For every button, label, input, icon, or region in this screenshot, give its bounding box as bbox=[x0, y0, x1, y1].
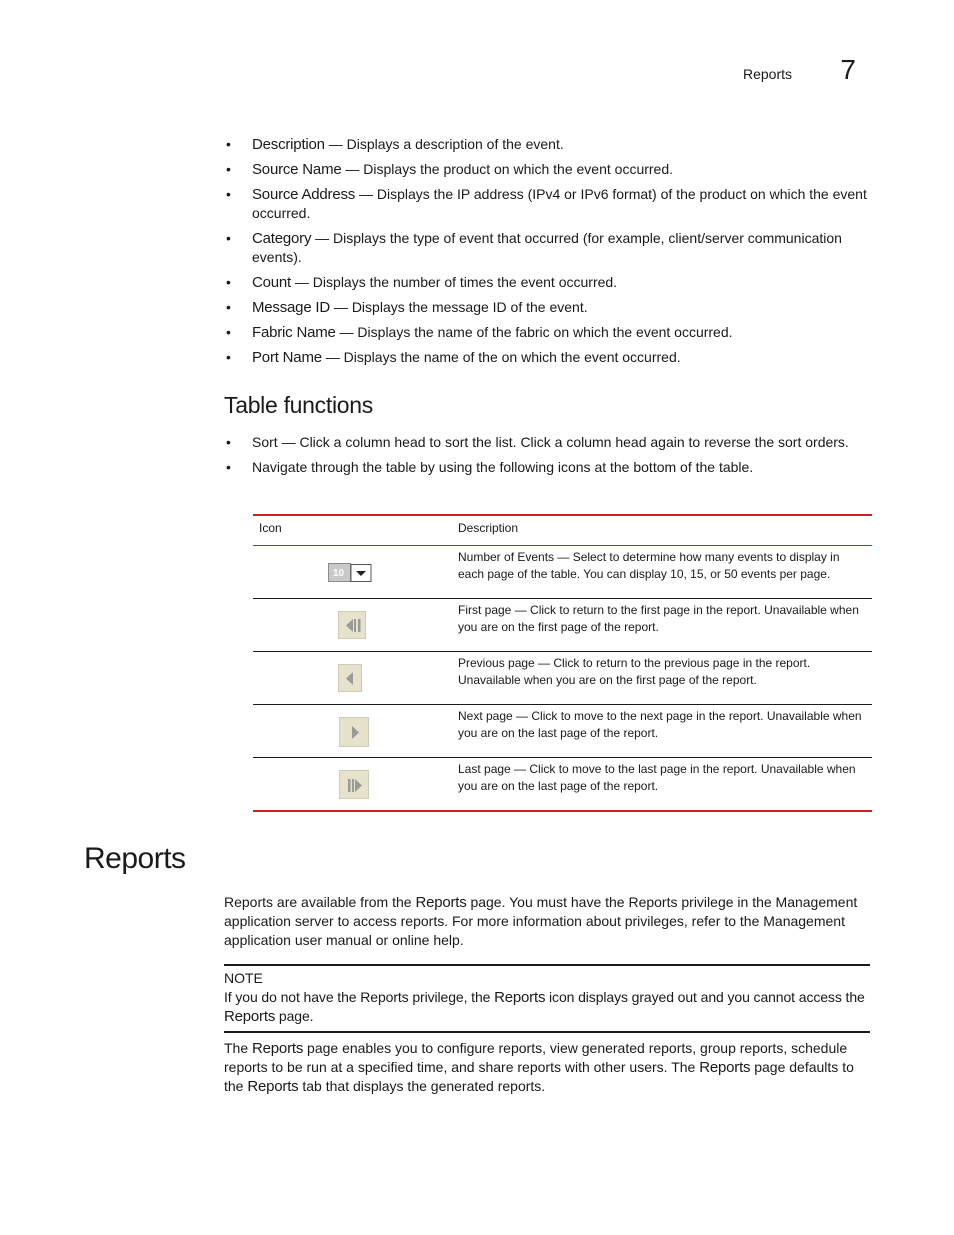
row-description: First page — Click to return to the first page in the report. Unavailable when you are on the first page of the report. bbox=[458, 603, 859, 634]
text-run: page. bbox=[275, 1008, 314, 1024]
list-item bbox=[224, 229, 872, 267]
bullet-icon: • bbox=[226, 186, 231, 202]
field-term: Source Name bbox=[252, 161, 342, 178]
field-term: Count bbox=[252, 274, 292, 291]
text-run: page defaults to the bbox=[224, 1059, 854, 1094]
previous-page-icon bbox=[338, 664, 362, 692]
field-text: — Displays the name of the fabric on which the event occurred. bbox=[335, 324, 733, 340]
section-heading-table-functions: Table functions bbox=[224, 392, 373, 418]
event-fields-list bbox=[224, 135, 872, 373]
events-per-page-select-icon bbox=[328, 563, 373, 583]
reports-intro-paragraph bbox=[224, 893, 869, 950]
field-term: Category bbox=[252, 230, 312, 247]
ui-term-reports: Reports bbox=[252, 1040, 304, 1057]
table-header-row bbox=[253, 516, 872, 546]
text-run: tab that displays the generated reports. bbox=[298, 1078, 546, 1094]
text-run: If you do not have the Reports privilege, the bbox=[224, 989, 495, 1005]
field-text: — Displays the IP address (IPv4 or IPv6 format) of the product on which the event occurred. bbox=[252, 186, 867, 221]
row-description: Previous page — Click to return to the previous page in the report. Unavailable when you are on the first page of the report. bbox=[458, 656, 811, 687]
next-page-icon bbox=[339, 717, 369, 747]
list-item bbox=[224, 185, 872, 223]
field-term: Port Name bbox=[252, 349, 322, 366]
list-item bbox=[224, 433, 872, 452]
text-run: page enables you to configure reports, view generated reports, group reports, schedule reports to be run at a specified time, and share reports with other users. The bbox=[224, 1040, 848, 1075]
table-functions-list bbox=[224, 433, 872, 483]
bullet-text: Navigate through the table by using the following icons at the bottom of the table. bbox=[252, 459, 754, 475]
text-run: page. You must have the Reports privilege in the Management application server to access reports. For more information about privileges, refer to the Management application user manual or online help. bbox=[224, 894, 858, 948]
list-item bbox=[224, 160, 872, 179]
table-row bbox=[253, 599, 872, 652]
list-item bbox=[224, 273, 872, 292]
ui-term-reports: Reports bbox=[247, 1078, 299, 1095]
text-run: Reports are available from the bbox=[224, 894, 416, 910]
list-item bbox=[224, 298, 872, 317]
reports-page-paragraph bbox=[224, 1039, 869, 1096]
navigation-icons-table bbox=[253, 514, 872, 812]
field-term: Fabric Name bbox=[252, 324, 336, 341]
events-per-page-value: 10 bbox=[333, 568, 345, 579]
text-run: icon displays grayed out and you cannot access the bbox=[545, 989, 865, 1005]
bullet-icon: • bbox=[226, 324, 231, 340]
chapter-number: 7 bbox=[840, 54, 856, 85]
bullet-icon: • bbox=[226, 434, 231, 450]
first-page-icon bbox=[338, 611, 366, 639]
field-text: — Displays the name of the on which the event occurred. bbox=[321, 349, 681, 365]
field-term: Source Address bbox=[252, 186, 356, 203]
table-row bbox=[253, 652, 872, 705]
column-header-description: Description bbox=[458, 521, 519, 535]
bullet-icon: • bbox=[226, 230, 231, 246]
field-text: — Displays the product on which the event occurred. bbox=[341, 161, 674, 177]
field-text: — Displays the type of event that occurred (for example, client/server communication events). bbox=[252, 230, 842, 265]
table-row bbox=[253, 705, 872, 758]
field-text: — Displays the number of times the event occurred. bbox=[291, 274, 618, 290]
bullet-icon: • bbox=[226, 274, 231, 290]
field-text: — Displays the message ID of the event. bbox=[330, 299, 588, 315]
field-text: — Displays a description of the event. bbox=[324, 136, 564, 152]
row-description: Number of Events — Select to determine how many events to display in each page of the table. You can display 10, 15, or 50 events per page. bbox=[458, 550, 840, 581]
row-description: Last page — Click to move to the last page in the report. Unavailable when you are on the last page of the report. bbox=[458, 762, 856, 793]
list-item bbox=[224, 348, 872, 367]
table-row bbox=[253, 546, 872, 599]
bullet-icon: • bbox=[226, 161, 231, 177]
field-term: Message ID bbox=[252, 299, 331, 316]
bullet-icon: • bbox=[226, 136, 231, 152]
ui-term-reports: Reports bbox=[699, 1059, 751, 1076]
ui-term-reports: Reports bbox=[224, 1008, 276, 1025]
last-page-icon bbox=[339, 770, 369, 799]
field-term: Description bbox=[252, 136, 325, 153]
column-header-icon: Icon bbox=[259, 521, 282, 535]
running-header-title: Reports bbox=[742, 66, 792, 82]
list-item bbox=[224, 135, 872, 154]
section-heading-reports: Reports bbox=[84, 842, 186, 875]
ui-term-reports: Reports bbox=[494, 989, 546, 1006]
note-box bbox=[224, 964, 870, 1033]
table-row bbox=[253, 758, 872, 810]
list-item bbox=[224, 458, 872, 477]
bullet-icon: • bbox=[226, 299, 231, 315]
note-text bbox=[224, 988, 870, 1026]
note-label: NOTE bbox=[224, 970, 263, 986]
row-description: Next page — Click to move to the next page in the report. Unavailable when you are on the last page of the report. bbox=[458, 709, 862, 740]
list-item bbox=[224, 323, 872, 342]
text-run: The bbox=[224, 1040, 253, 1056]
bullet-icon: • bbox=[226, 459, 231, 475]
bullet-text: Sort — Click a column head to sort the list. Click a column head again to reverse the sort orders. bbox=[252, 434, 849, 450]
ui-term-reports: Reports bbox=[415, 894, 467, 911]
bullet-icon: • bbox=[226, 349, 231, 365]
